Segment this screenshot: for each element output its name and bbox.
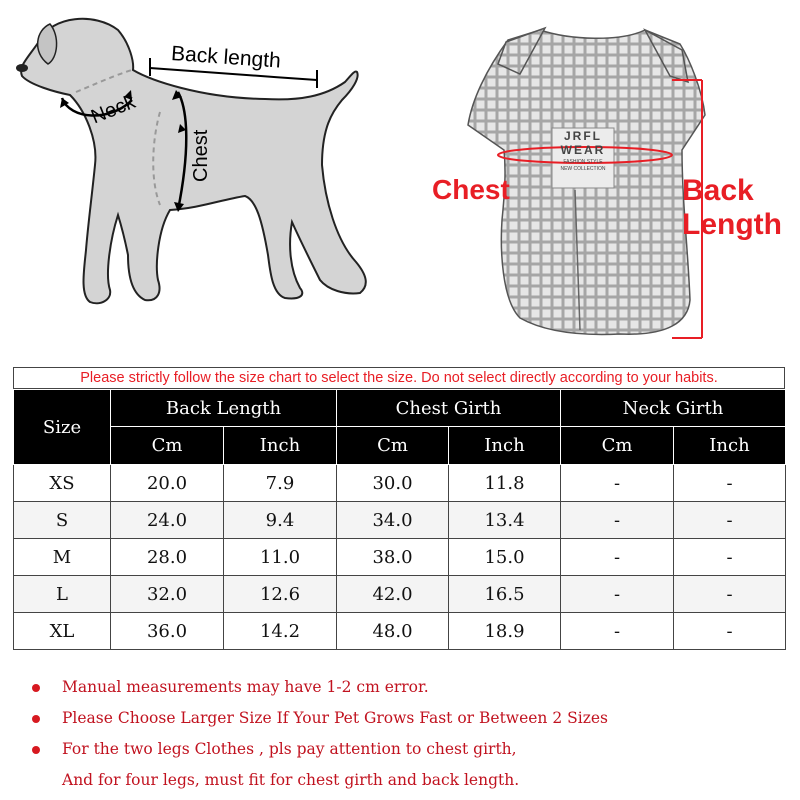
table-cell: 9.4 bbox=[224, 502, 337, 539]
dog-nose bbox=[16, 64, 28, 72]
table-cell: 30.0 bbox=[337, 465, 449, 502]
table-cell: 28.0 bbox=[111, 539, 224, 576]
table-cell: - bbox=[674, 613, 786, 650]
table-cell: 15.0 bbox=[449, 539, 561, 576]
back-label-line1: Back bbox=[682, 174, 754, 207]
notes-list bbox=[30, 672, 790, 796]
table-cell: - bbox=[561, 502, 674, 539]
table-cell: - bbox=[561, 539, 674, 576]
tag-line-2: WEAR bbox=[560, 143, 606, 157]
shirt-illustration bbox=[420, 0, 800, 345]
tag-line-3: FASHION STYLE bbox=[563, 159, 603, 165]
unit-header: Cm bbox=[337, 427, 449, 465]
chest-girth-header: Chest Girth bbox=[337, 390, 561, 427]
table-cell: - bbox=[674, 576, 786, 613]
note-text: Manual measurements may have 1-2 cm error. bbox=[62, 678, 429, 696]
table-cell: 12.6 bbox=[224, 576, 337, 613]
note-item bbox=[30, 734, 790, 765]
table-cell: 32.0 bbox=[111, 576, 224, 613]
shirt-diagram bbox=[420, 0, 800, 345]
size-header: Size bbox=[14, 390, 111, 465]
note-item bbox=[30, 703, 790, 734]
bullet-icon bbox=[32, 684, 40, 692]
table-row bbox=[14, 502, 786, 539]
note-text: Please Choose Larger Size If Your Pet Grows Fast or Between 2 Sizes bbox=[62, 709, 608, 727]
tag-line-1: JRFL bbox=[564, 129, 602, 143]
note-item-continued bbox=[30, 765, 790, 796]
unit-header: Inch bbox=[674, 427, 786, 465]
table-cell: 11.8 bbox=[449, 465, 561, 502]
unit-header: Inch bbox=[449, 427, 561, 465]
size-cell: XL bbox=[14, 613, 111, 650]
bullet-icon bbox=[32, 715, 40, 723]
table-cell: 38.0 bbox=[337, 539, 449, 576]
unit-header: Inch bbox=[224, 427, 337, 465]
size-cell: M bbox=[14, 539, 111, 576]
note-item bbox=[30, 672, 790, 703]
back-length-label: Back length bbox=[170, 42, 282, 73]
size-chart-table bbox=[13, 389, 786, 650]
bullet-icon bbox=[32, 746, 40, 754]
table-cell: 24.0 bbox=[111, 502, 224, 539]
table-cell: - bbox=[561, 613, 674, 650]
chest-label: Chest bbox=[190, 129, 212, 182]
table-cell: 36.0 bbox=[111, 613, 224, 650]
table-row bbox=[14, 576, 786, 613]
table-cell: 18.9 bbox=[449, 613, 561, 650]
table-row bbox=[14, 465, 786, 502]
note-text: And for four legs, must fit for chest girth and back length. bbox=[62, 771, 520, 789]
table-cell: 7.9 bbox=[224, 465, 337, 502]
table-cell: 16.5 bbox=[449, 576, 561, 613]
table-cell: - bbox=[674, 465, 786, 502]
table-cell: - bbox=[561, 465, 674, 502]
shirt-tag-text bbox=[552, 130, 614, 172]
table-cell: - bbox=[674, 539, 786, 576]
size-warning: Please strictly follow the size chart to select the size. Do not select directly according to your habits. bbox=[13, 367, 785, 389]
table-cell: 11.0 bbox=[224, 539, 337, 576]
back-label-line2: Length bbox=[682, 208, 782, 241]
table-row bbox=[14, 613, 786, 650]
neck-label: Neck bbox=[88, 90, 139, 129]
size-cell: S bbox=[14, 502, 111, 539]
back-length-header: Back Length bbox=[111, 390, 337, 427]
tag-line-4: NEW COLLECTION bbox=[560, 166, 606, 172]
table-cell: 13.4 bbox=[449, 502, 561, 539]
table-cell: 48.0 bbox=[337, 613, 449, 650]
unit-header: Cm bbox=[561, 427, 674, 465]
unit-header: Cm bbox=[111, 427, 224, 465]
neck-girth-header: Neck Girth bbox=[561, 390, 786, 427]
size-cell: L bbox=[14, 576, 111, 613]
table-row bbox=[14, 539, 786, 576]
note-text: For the two legs Clothes , pls pay attention to chest girth, bbox=[62, 740, 517, 758]
table-cell: - bbox=[561, 576, 674, 613]
table-cell: 34.0 bbox=[337, 502, 449, 539]
shirt-chest-label: Chest bbox=[432, 174, 510, 205]
table-cell: - bbox=[674, 502, 786, 539]
shirt-back-label bbox=[682, 174, 782, 242]
dog-diagram bbox=[0, 0, 380, 330]
table-cell: 20.0 bbox=[111, 465, 224, 502]
size-cell: XS bbox=[14, 465, 111, 502]
table-cell: 42.0 bbox=[337, 576, 449, 613]
table-cell: 14.2 bbox=[224, 613, 337, 650]
